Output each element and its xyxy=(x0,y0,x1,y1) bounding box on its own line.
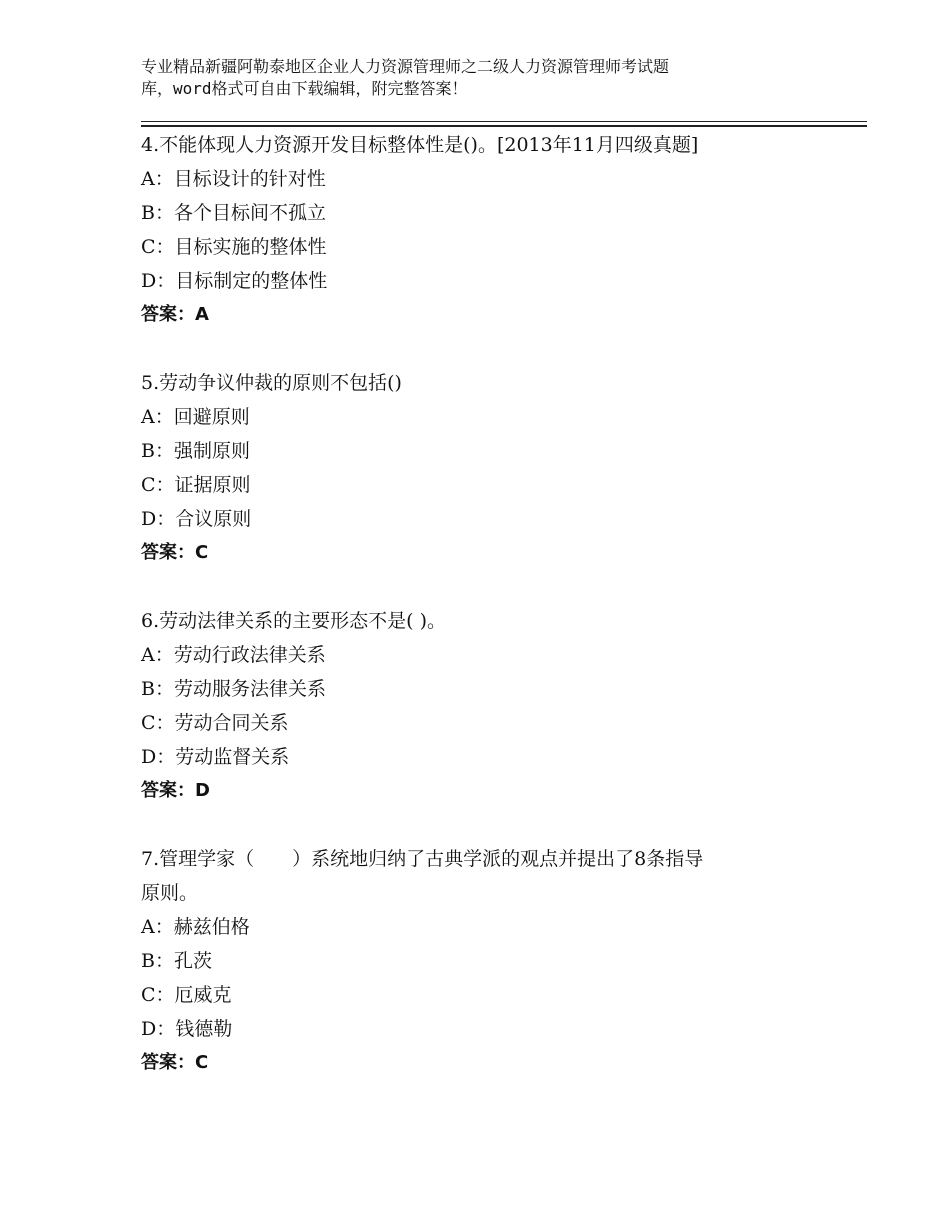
option-a: A：回避原则 xyxy=(141,406,250,428)
option-b: B：孔茨 xyxy=(141,950,212,972)
answer-label: 答案：D xyxy=(141,780,210,801)
question-list xyxy=(141,128,881,1080)
option-c: C：厄威克 xyxy=(141,984,232,1006)
question-4 xyxy=(141,128,881,332)
option-b: B：各个目标间不孤立 xyxy=(141,202,326,224)
header-divider-thin xyxy=(141,121,867,122)
option-b: B：劳动服务法律关系 xyxy=(141,678,326,700)
question-5 xyxy=(141,366,881,570)
option-d: D：合议原则 xyxy=(141,508,252,530)
answer-label: 答案：C xyxy=(141,1052,209,1073)
question-stem: 5.劳动争议仲裁的原则不包括() xyxy=(141,372,402,394)
answer-label: 答案：A xyxy=(141,304,209,325)
question-6 xyxy=(141,604,881,808)
question-7 xyxy=(141,842,881,1080)
option-b: B：强制原则 xyxy=(141,440,250,462)
question-stem: 4.不能体现人力资源开发目标整体性是()。[2013年11月四级真题] xyxy=(141,134,699,156)
option-c: C：劳动合同关系 xyxy=(141,712,289,734)
header-divider-thick xyxy=(141,125,867,127)
option-d: D：钱德勒 xyxy=(141,1018,233,1040)
option-a: A：赫兹伯格 xyxy=(141,916,250,938)
question-stem: 6.劳动法律关系的主要形态不是( )。 xyxy=(141,610,446,632)
header-line-1: 专业精品新疆阿勒泰地区企业人力资源管理师之二级人力资源管理师考试题 xyxy=(141,57,670,76)
option-d: D：劳动监督关系 xyxy=(141,746,290,768)
header-line-2: 库，word格式可自由下载编辑，附完整答案！ xyxy=(141,79,468,98)
question-stem-line-2: 原则。 xyxy=(141,882,199,904)
option-c: C：证据原则 xyxy=(141,474,251,496)
option-a: A：目标设计的针对性 xyxy=(141,168,326,190)
question-stem-line-1: 7.管理学家（ ）系统地归纳了古典学派的观点并提出了8条指导 xyxy=(141,848,704,870)
document-header xyxy=(141,56,861,100)
option-c: C：目标实施的整体性 xyxy=(141,236,327,258)
answer-label: 答案：C xyxy=(141,542,209,563)
option-d: D：目标制定的整体性 xyxy=(141,270,328,292)
option-a: A：劳动行政法律关系 xyxy=(141,644,326,666)
